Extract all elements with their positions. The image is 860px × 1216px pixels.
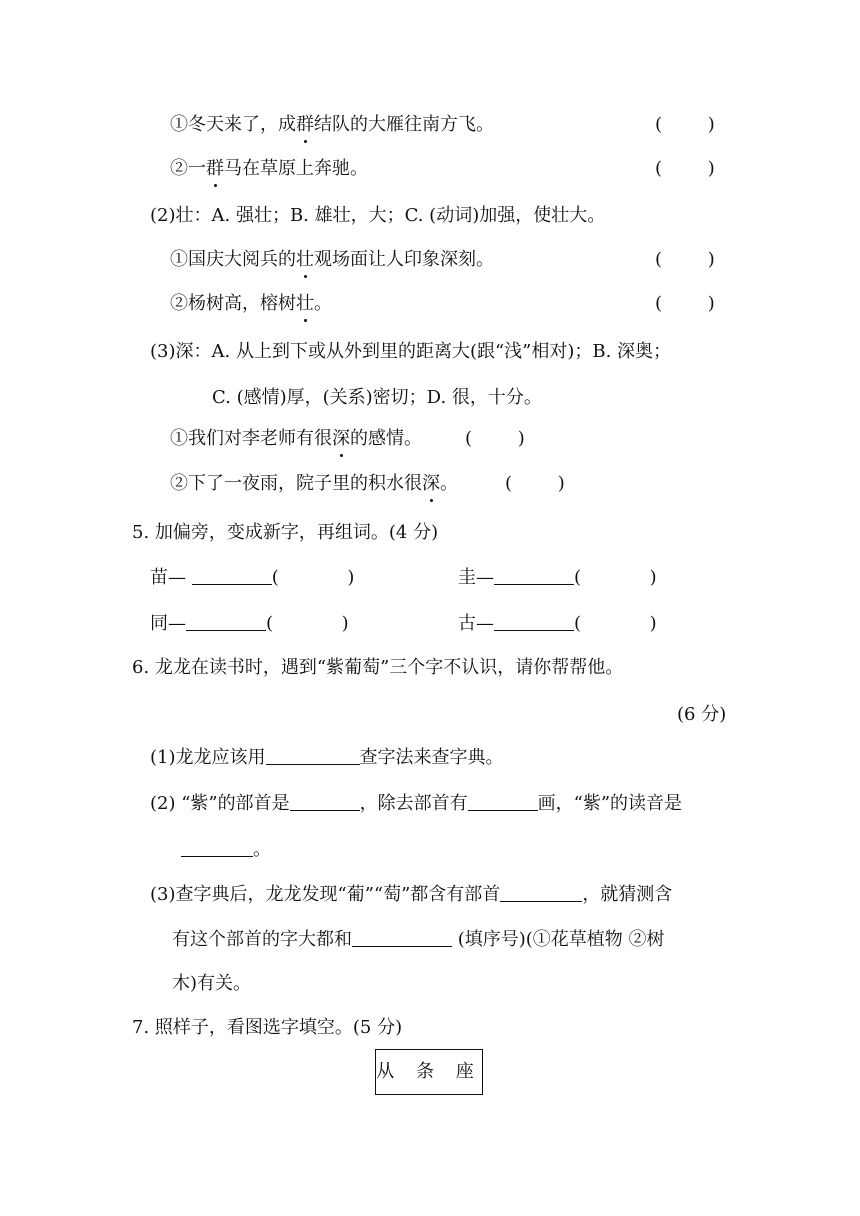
q6-title: 6. 龙龙在读书时，遇到“紫葡萄”三个字不认识，请你帮帮他。 xyxy=(132,657,624,678)
q6-s2 xyxy=(150,792,682,816)
q6-s1 xyxy=(150,746,504,770)
q4-1-item1-post: 结队的大雁往南方飞。 xyxy=(314,114,494,135)
q6-s2-cont xyxy=(181,838,271,862)
answer-paren[interactable]: ( ) xyxy=(574,567,657,588)
base-char: 圭— xyxy=(458,567,494,588)
answer-paren[interactable]: ( ) xyxy=(574,613,657,634)
q6-s3-line2 xyxy=(172,928,665,952)
q4-3-item1 xyxy=(170,427,422,451)
emphasis-char: 群 xyxy=(296,114,314,135)
answer-paren[interactable]: ( ) xyxy=(655,293,715,314)
q5-row1-right xyxy=(458,566,657,590)
answer-paren[interactable]: ( ) xyxy=(271,567,355,588)
fill-blank[interactable] xyxy=(468,792,538,811)
q6-s3-text: ，就猜测含 xyxy=(582,884,673,905)
q4-2-definition: (2)壮：A. 强壮；B. 雄壮，大；C. (动词)加强，使壮大。 xyxy=(150,205,606,226)
q4-2-item2 xyxy=(170,292,332,316)
q4-1-item1-pre: ①冬天来了，成 xyxy=(170,114,296,135)
fill-blank[interactable] xyxy=(352,928,452,947)
word-choice-box: 从 条 座 xyxy=(375,1049,483,1095)
q4-3-definition-1: (3)深：A. 从上到下或从外到里的距离大(跟“浅”相对)；B. 深奥； xyxy=(150,341,672,362)
fill-blank[interactable] xyxy=(181,838,253,857)
fill-blank[interactable] xyxy=(494,566,574,585)
q5-row2-right xyxy=(458,612,657,636)
q6-s1-text: (1)龙龙应该用 xyxy=(150,747,266,768)
answer-paren[interactable]: ( ) xyxy=(505,473,565,494)
fill-blank[interactable] xyxy=(290,792,360,811)
q4-1-item1 xyxy=(170,113,494,137)
q6-s3 xyxy=(150,883,672,907)
base-char: 同— xyxy=(150,613,186,634)
q5-row1-left xyxy=(150,566,354,590)
q6-s2-text: (2) “紫”的部首是 xyxy=(150,793,290,814)
q4-2-item1-post: 观场面让人印象深刻。 xyxy=(314,249,494,270)
q4-3-item1-pre: ①我们对李老师有很 xyxy=(170,428,332,449)
q4-1-item2-post: 马在草原上奔驰。 xyxy=(224,158,368,179)
fill-blank[interactable] xyxy=(494,612,574,631)
q4-3-item2 xyxy=(170,472,458,496)
emphasis-char: 深 xyxy=(422,473,440,494)
answer-paren[interactable]: ( ) xyxy=(465,428,525,449)
answer-paren[interactable]: ( ) xyxy=(655,158,715,179)
q6-s3-line3: 木)有关。 xyxy=(172,973,252,994)
q4-3-definition-2: C. (感情)厚，(关系)密切；D. 很，十分。 xyxy=(212,387,542,408)
q4-2-item2-post: 。 xyxy=(314,293,332,314)
fill-blank[interactable] xyxy=(500,883,582,902)
emphasis-char: 壮 xyxy=(296,249,314,270)
q4-3-item2-pre: ②下了一夜雨，院子里的积水很 xyxy=(170,473,422,494)
emphasis-char: 深 xyxy=(332,428,350,449)
q4-2-item2-pre: ②杨树高，榕树 xyxy=(170,293,296,314)
q5-row2-left xyxy=(150,612,349,636)
emphasis-char: 群 xyxy=(206,158,224,179)
q4-3-item2-post: 。 xyxy=(440,473,458,494)
answer-paren[interactable]: ( ) xyxy=(266,613,349,634)
base-char: 古— xyxy=(458,613,494,634)
answer-paren[interactable]: ( ) xyxy=(655,249,715,270)
answer-paren[interactable]: ( ) xyxy=(655,114,715,135)
q6-s2-text: ，除去部首有 xyxy=(359,793,468,814)
q6-s3-text: (3)查字典后，龙龙发现“葡”“萄”都含有部首 xyxy=(150,884,501,905)
q4-2-item1 xyxy=(170,248,494,272)
emphasis-char: 壮 xyxy=(296,293,314,314)
fill-blank[interactable] xyxy=(192,566,272,585)
q5-title: 5. 加偏旁，变成新字，再组词。(4 分) xyxy=(132,522,439,543)
fill-blank[interactable] xyxy=(186,612,266,631)
fill-blank[interactable] xyxy=(266,746,360,765)
q6-s2-text: 画，“紫”的读音是 xyxy=(537,793,683,814)
q4-2-item1-pre: ①国庆大阅兵的 xyxy=(170,249,296,270)
q6-s3-text: (填序号)(①花草植物 ②树 xyxy=(452,929,665,950)
q4-1-item2-pre: ②一 xyxy=(170,158,206,179)
q6-score: (6 分) xyxy=(677,704,727,725)
q6-s3-text: 有这个部首的字大都和 xyxy=(172,929,352,950)
q7-title: 7. 照样子，看图选字填空。(5 分) xyxy=(132,1017,403,1038)
base-char: 苗— xyxy=(150,567,186,588)
q6-s1-text: 查字法来查字典。 xyxy=(359,747,504,768)
q4-3-item1-post: 的感情。 xyxy=(350,428,422,449)
q6-s2-text: 。 xyxy=(253,839,271,860)
q4-1-item2 xyxy=(170,157,368,181)
